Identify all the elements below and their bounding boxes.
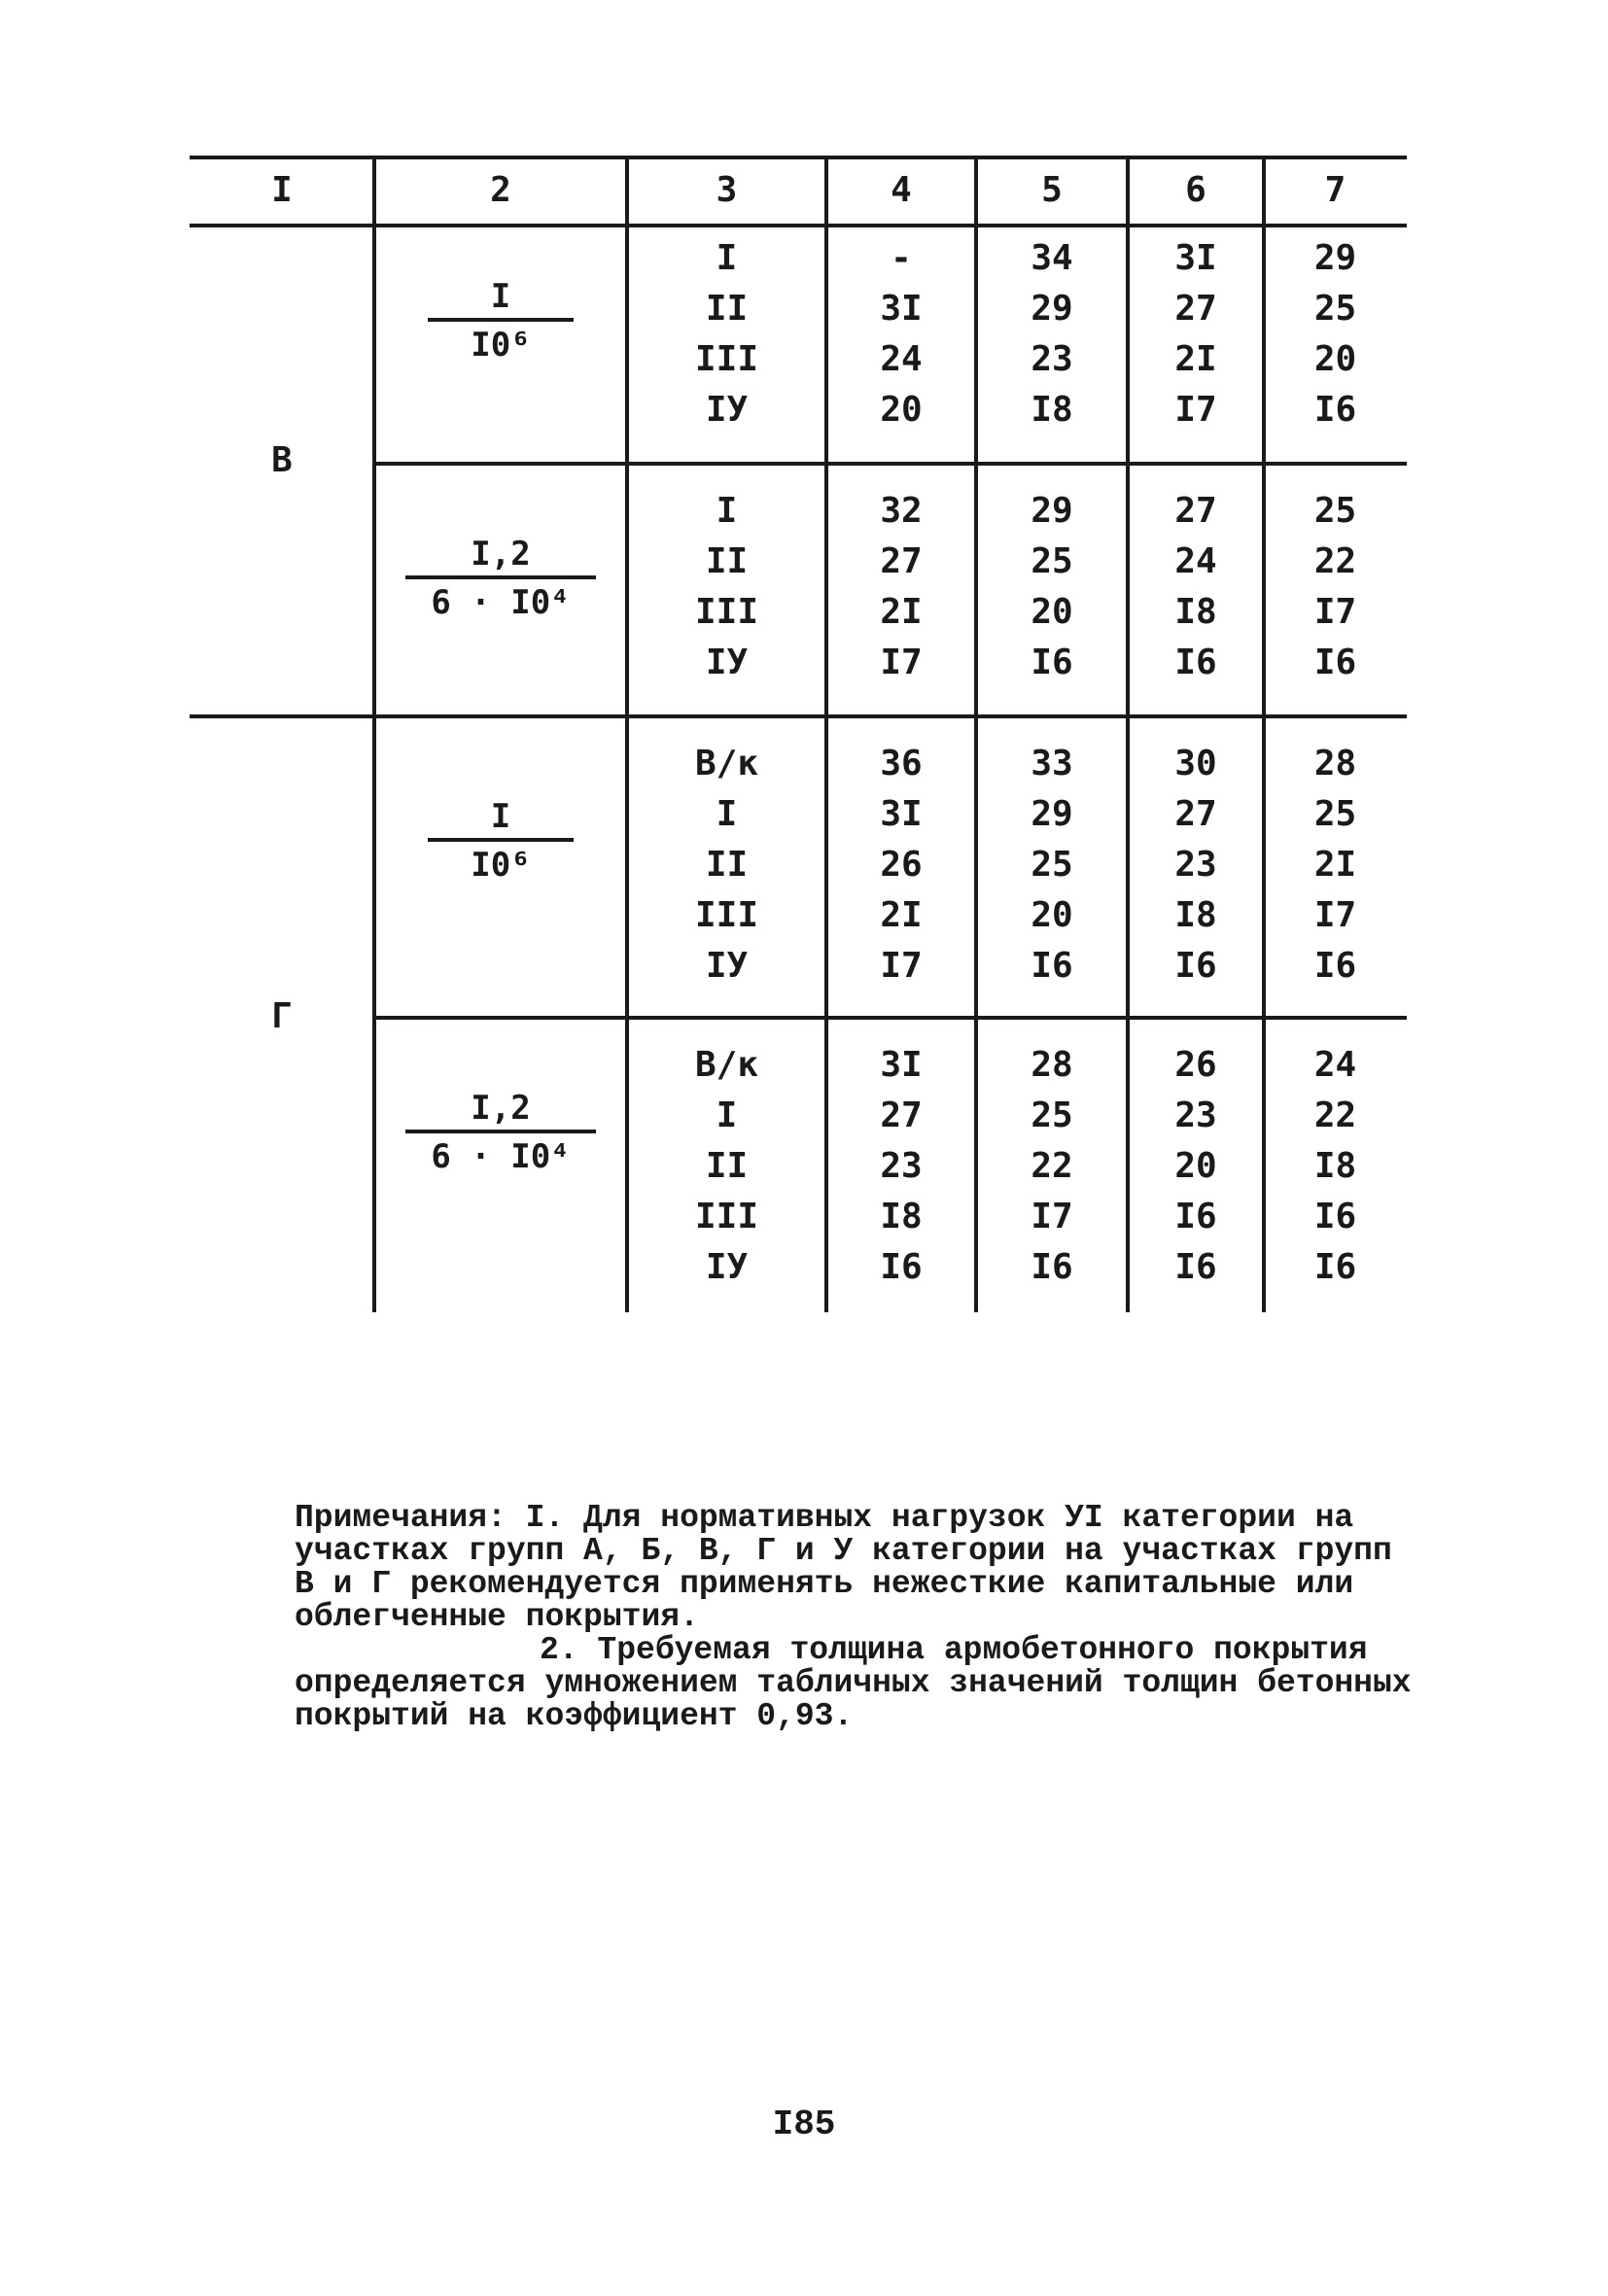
fraction-numerator: I	[490, 277, 511, 316]
table-cell: 2I	[1174, 339, 1217, 379]
table-cell: 34	[1031, 238, 1073, 278]
fraction-numerator: I,2	[471, 535, 531, 574]
table-cell: -	[891, 238, 912, 278]
value-column-5	[976, 486, 1128, 688]
table-cell: I8	[1174, 895, 1217, 935]
header-col-5: 5	[1041, 170, 1063, 210]
value-column-7	[1264, 233, 1407, 435]
header-col-7: 7	[1324, 170, 1346, 210]
value-column-5	[976, 739, 1128, 991]
load-fraction	[374, 535, 627, 622]
table-cell: 29	[1031, 794, 1073, 834]
table-cell: I8	[880, 1197, 923, 1236]
table-cell: I7	[1313, 592, 1357, 632]
fraction-denominator: 6 · I0⁴	[431, 1137, 571, 1176]
table-cell: 32	[880, 491, 923, 531]
table-cell: III	[694, 895, 759, 935]
category-column	[627, 233, 826, 435]
value-column-6	[1128, 233, 1264, 435]
value-column-4	[826, 233, 976, 435]
note-2: 2. Требуемая толщина армобетонного покрытия определяется умножением табличных значений толщин бетонных покрытий на коэффициент 0,93.	[295, 1632, 1412, 1734]
table-cell: 2I	[880, 895, 923, 935]
table-cell: I6	[1313, 1247, 1357, 1287]
header-col-3: 3	[716, 170, 738, 210]
fraction-denominator: I0⁶	[471, 326, 531, 365]
table-cell: IУ	[705, 643, 749, 682]
table-cell: I8	[1174, 592, 1217, 632]
value-column-6	[1128, 739, 1264, 991]
table-cell: 26	[880, 845, 923, 885]
table-cell: I7	[880, 946, 923, 986]
table-cell: 2I	[1313, 845, 1357, 885]
value-column-7	[1264, 1040, 1407, 1293]
table-cell: III	[694, 339, 759, 379]
table-cell: II	[705, 845, 749, 885]
table-cell: 29	[1313, 238, 1357, 278]
table-cell: 3I	[880, 289, 923, 329]
load-fraction	[374, 277, 627, 365]
table-cell: 24	[880, 339, 923, 379]
table-cell: 3I	[1174, 238, 1217, 278]
table-cell: I	[716, 238, 738, 278]
fraction-denominator: I0⁶	[471, 846, 531, 885]
table-cell: I6	[880, 1247, 923, 1287]
category-column	[627, 486, 826, 688]
table-cell: 33	[1031, 744, 1073, 783]
table-cell: I6	[1313, 643, 1357, 682]
table-cell: 27	[1174, 794, 1217, 834]
table-cell: III	[694, 592, 759, 632]
table-cell: I	[716, 491, 738, 531]
table-cell: 27	[880, 1096, 923, 1135]
fraction-bar	[405, 1130, 596, 1133]
table-cell: 20	[1313, 339, 1357, 379]
value-column-6	[1128, 486, 1264, 688]
fraction-numerator: I,2	[471, 1089, 531, 1128]
table-cell: 27	[880, 541, 923, 581]
table-cell: 23	[1031, 339, 1073, 379]
table-cell: IУ	[705, 1247, 749, 1287]
table-cell: I6	[1313, 390, 1357, 430]
table-cell: I7	[1313, 895, 1357, 935]
table-cell: I6	[1313, 946, 1357, 986]
load-fraction	[374, 797, 627, 885]
table-cell: II	[705, 1146, 749, 1186]
value-column-4	[826, 739, 976, 991]
table-cell: I6	[1174, 946, 1217, 986]
header-col-2: 2	[490, 170, 511, 210]
table-cell: I7	[1174, 390, 1217, 430]
table-cell: 29	[1031, 491, 1073, 531]
table-cell: 20	[1031, 895, 1073, 935]
table-cell: В/к	[694, 744, 759, 783]
table-cell: I	[716, 794, 738, 834]
header-col-6: 6	[1185, 170, 1206, 210]
table-cell: 24	[1174, 541, 1217, 581]
fraction-bar	[428, 838, 574, 842]
table-cell: 20	[1031, 592, 1073, 632]
table-cell: 27	[1174, 491, 1217, 531]
table-cell: 22	[1031, 1146, 1073, 1186]
table-cell: 20	[880, 390, 923, 430]
table-cell: 20	[1174, 1146, 1217, 1186]
table-cell: I6	[1031, 643, 1073, 682]
table-cell: I8	[1031, 390, 1073, 430]
table-cell: I8	[1313, 1146, 1357, 1186]
fraction-bar	[405, 575, 596, 579]
table-cell: 3I	[880, 794, 923, 834]
category-column	[627, 1040, 826, 1293]
table-cell: 23	[1174, 1096, 1217, 1135]
table-cell: 27	[1174, 289, 1217, 329]
value-column-6	[1128, 1040, 1264, 1293]
table-notes	[295, 1502, 1422, 1733]
table-cell: 25	[1313, 289, 1357, 329]
table-cell: 22	[1313, 541, 1357, 581]
fraction-bar	[428, 318, 574, 322]
table-cell: II	[705, 541, 749, 581]
table-cell: 25	[1031, 845, 1073, 885]
table-cell: 3I	[880, 1045, 923, 1085]
table-cell: 30	[1174, 744, 1217, 783]
table-cell: 25	[1031, 541, 1073, 581]
table-cell: IУ	[705, 390, 749, 430]
table-cell: II	[705, 289, 749, 329]
table-cell: В/к	[694, 1045, 759, 1085]
note-1: Примечания: I. Для нормативных нагрузок УI категории на участках групп А, Б, В, Г и У категории на участках групп В и Г рекомендуется применять нежесткие капитальные или облегченные покрытия.	[295, 1500, 1392, 1635]
table-cell: 22	[1313, 1096, 1357, 1135]
table-cell: I7	[880, 643, 923, 682]
page-number: I85	[772, 2105, 836, 2144]
header-col-1: I	[271, 170, 293, 210]
table-cell: IУ	[705, 946, 749, 986]
value-column-5	[976, 233, 1128, 435]
table-cell: I6	[1031, 1247, 1073, 1287]
table-cell: 29	[1031, 289, 1073, 329]
table-cell: 2I	[880, 592, 923, 632]
category-column	[627, 739, 826, 991]
table-cell: 23	[880, 1146, 923, 1186]
category-label: В	[271, 440, 293, 480]
fraction-denominator: 6 · I0⁴	[431, 583, 571, 622]
table-cell: 24	[1313, 1045, 1357, 1085]
thickness-table	[190, 156, 1407, 1312]
table-cell: I6	[1174, 643, 1217, 682]
table-cell: I6	[1174, 1247, 1217, 1287]
table-cell: I7	[1031, 1197, 1073, 1236]
value-column-4	[826, 1040, 976, 1293]
table-cell: 25	[1313, 491, 1357, 531]
table-cell: I6	[1031, 946, 1073, 986]
category-label: Г	[271, 996, 293, 1036]
load-fraction	[374, 1089, 627, 1176]
header-col-4: 4	[891, 170, 912, 210]
table-cell: 23	[1174, 845, 1217, 885]
value-column-7	[1264, 739, 1407, 991]
table-cell: 28	[1313, 744, 1357, 783]
table-cell: 26	[1174, 1045, 1217, 1085]
table-cell: I6	[1174, 1197, 1217, 1236]
value-column-7	[1264, 486, 1407, 688]
table-cell: I6	[1313, 1197, 1357, 1236]
table-cell: 25	[1313, 794, 1357, 834]
table-cell: 36	[880, 744, 923, 783]
fraction-numerator: I	[490, 797, 511, 836]
table-cell: 25	[1031, 1096, 1073, 1135]
value-column-4	[826, 486, 976, 688]
table-cell: I	[716, 1096, 738, 1135]
value-column-5	[976, 1040, 1128, 1293]
table-cell: 28	[1031, 1045, 1073, 1085]
block-divider	[374, 462, 1407, 466]
table-cell: III	[694, 1197, 759, 1236]
block-divider	[374, 1016, 1407, 1020]
